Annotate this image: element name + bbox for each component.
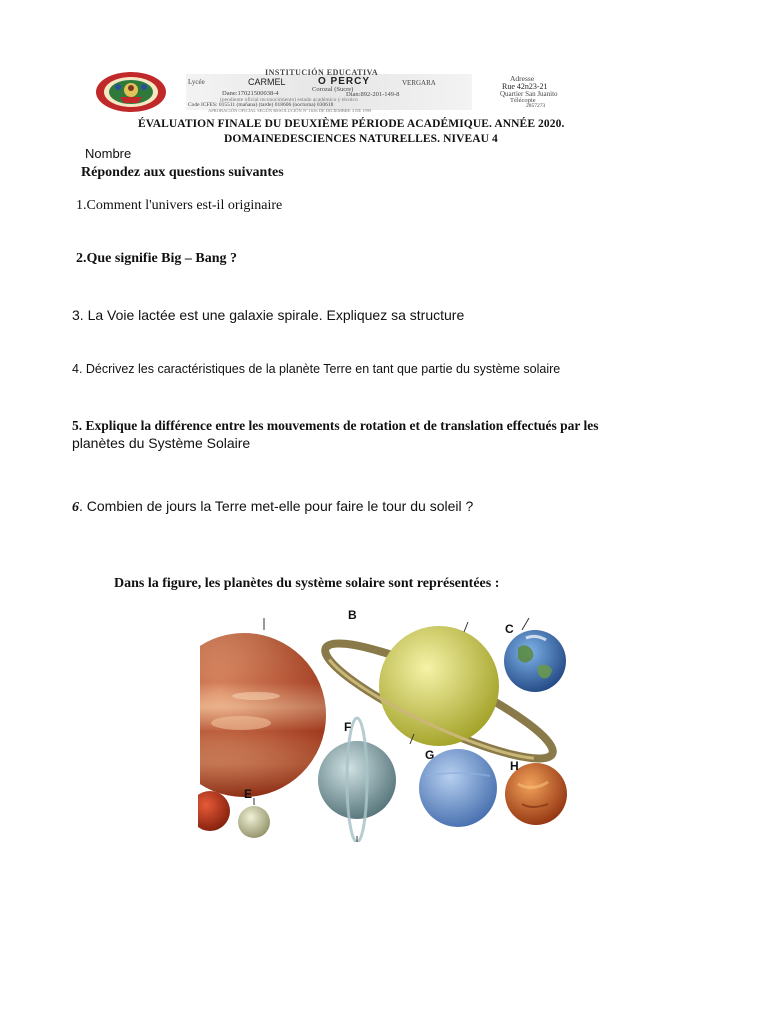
header-telecopie: Télécopie [510, 97, 536, 104]
name-label: Nombre [85, 146, 132, 161]
question-6-number: 6 [72, 500, 79, 515]
planet-label-b: B [348, 608, 357, 622]
question-5-line-1: 5. Explique la différence entre les mouvements de rotation et de translation effectués par les [72, 418, 599, 433]
exam-title-line-1: ÉVALUATION FINALE DU DEUXIÈME PÉRIODE ACADÉMIQUE. ANNÉE 2020. [138, 118, 565, 130]
header-carmel: CARMEL [248, 77, 286, 87]
instructions-heading: Répondez aux questions suivantes [81, 165, 284, 180]
header-code: Code ICFES: 015511 (mañana) (tarde) 018606 (nocturna) 030618 [188, 102, 334, 108]
school-crest-icon [94, 70, 168, 114]
header-rue: Rue 42n23-21 [502, 82, 548, 91]
solar-system-figure [196, 608, 576, 848]
exam-title-line-2: DOMAINEDESCIENCES NATURELLES. NIVEAU 4 [224, 133, 498, 145]
header-approval: (pendiente oficial reconocimiento) estado académico y técnico [220, 97, 358, 103]
question-1: 1.Comment l'univers est-il originaire [76, 198, 283, 213]
header-vergara: VERGARA [402, 79, 436, 87]
question-2: 2.Que signifie Big – Bang ? [76, 251, 238, 266]
header-resolution: APROBACIÓN OFICIAL SEGÚN RESOLUCIÓN Nº 1636 DE DICIEMBRE 3 DE 1999 [208, 108, 372, 113]
uranus-planet [318, 718, 396, 844]
jupiter-planet [196, 618, 326, 797]
figure-caption: Dans la figure, les planètes du système solaire sont représentées : [114, 576, 500, 591]
planet-label-e: E [244, 787, 253, 801]
venus-planet [238, 798, 270, 838]
header-phone: 2857273 [526, 103, 546, 109]
question-4: 4. Décrivez les caractéristiques de la planète Terre en tant que partie du système solaire [72, 362, 561, 376]
header-dian: Dian:892-201-149-8 [346, 91, 400, 98]
planet-label-h: H [510, 759, 519, 773]
header-adresse: Adresse [510, 74, 535, 83]
planet-label-c: C [505, 622, 514, 636]
header-institution: INSTITUCIÓN EDUCATIVA [265, 68, 379, 77]
planets-illustration [196, 608, 576, 848]
question-6-text: . Combien de jours la Terre met-elle pour faire le tour du soleil ? [79, 498, 474, 514]
header-quartier: Quartier San Juanito [500, 90, 558, 98]
header-dane: Dane:17021500038-4 [222, 90, 279, 97]
mercury-planet [196, 791, 230, 831]
planet-label-f: F [344, 720, 352, 734]
header-percy: O PERCY [318, 76, 371, 87]
planet-label-g: G [425, 748, 435, 762]
question-3: 3. La Voie lactée est une galaxie spirale. Expliquez sa structure [72, 307, 465, 323]
earth-planet [504, 630, 566, 692]
school-header [90, 68, 590, 116]
question-6 [72, 498, 473, 516]
question-5-line-2: planètes du Système Solaire [72, 435, 251, 451]
header-lycee: Lycée [188, 78, 205, 86]
header-corozal: Corozal (Sucre) [312, 86, 354, 93]
